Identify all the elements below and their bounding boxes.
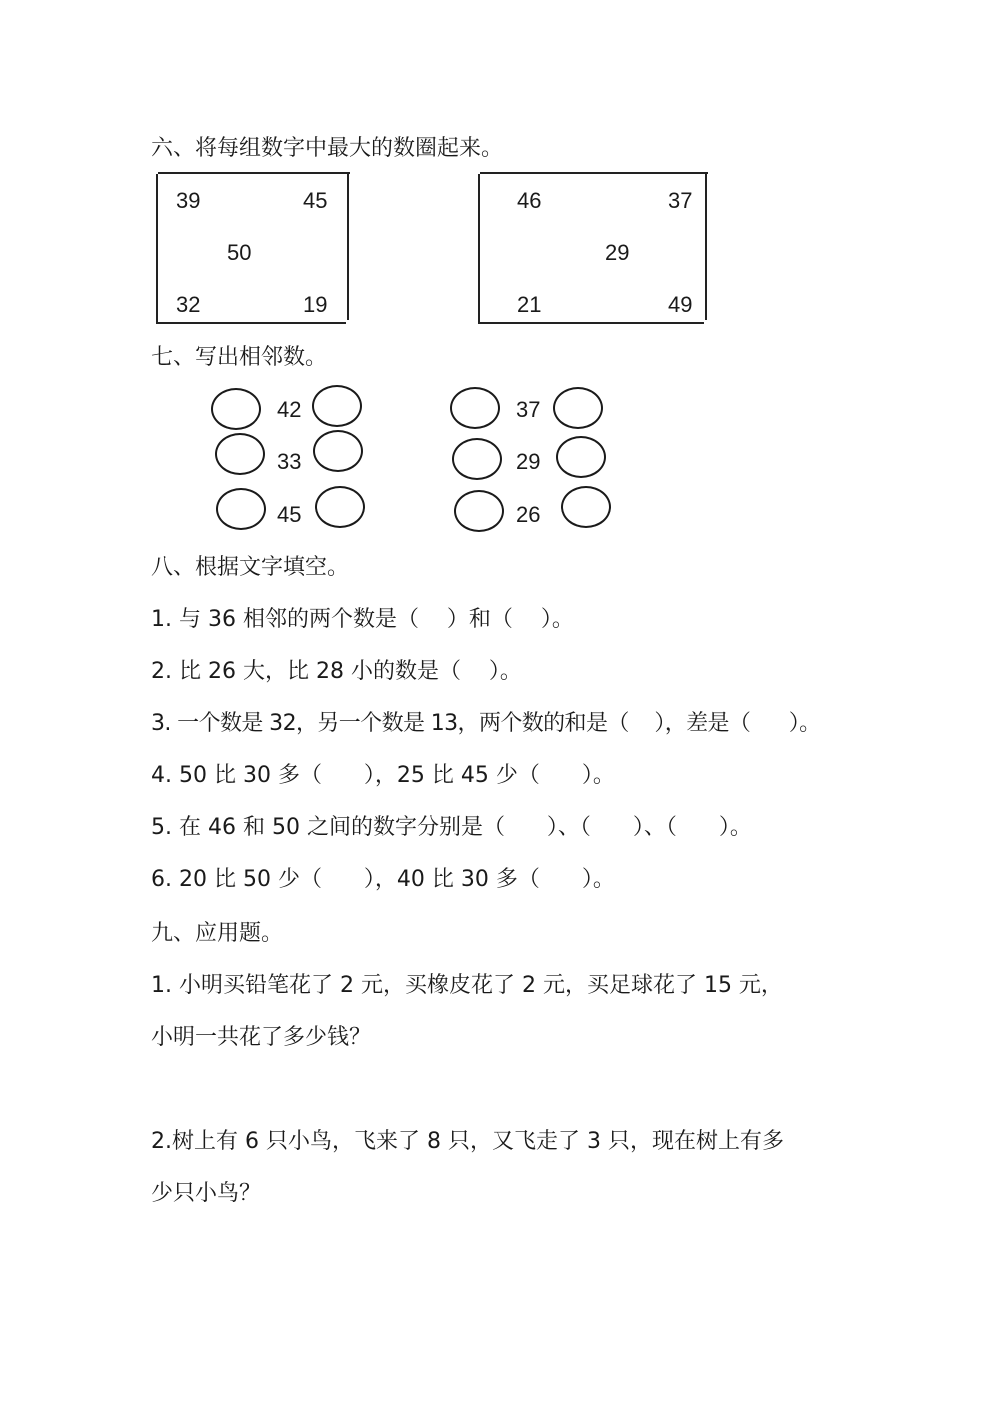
answer-oval[interactable]	[211, 388, 261, 430]
answer-oval[interactable]	[454, 490, 504, 532]
word-problem-1-line-1: 1. 小明买铅笔花了 2 元，买橡皮花了 2 元，买足球花了 15 元，	[151, 973, 783, 998]
group1-number-center[interactable]: 50	[227, 240, 252, 265]
section7-heading: 七、写出相邻数。	[151, 345, 328, 370]
number-group-box-2	[478, 172, 708, 324]
group1-number-top-left[interactable]: 39	[176, 188, 201, 213]
word-problem-1-line-2: 小明一共花了多少钱？	[151, 1025, 372, 1050]
section8-heading: 八、根据文字填空。	[151, 555, 350, 580]
word-problem-2-line-2: 少只小鸟？	[151, 1181, 262, 1206]
neighbor-number: 33	[277, 449, 302, 474]
group1-number-bottom-right[interactable]: 19	[303, 292, 328, 317]
group2-number-center[interactable]: 29	[605, 240, 630, 265]
neighbor-number: 29	[516, 449, 541, 474]
section9-heading: 九、应用题。	[151, 921, 284, 946]
group1-number-bottom-left[interactable]: 32	[176, 292, 201, 317]
group2-number-bottom-right[interactable]: 49	[668, 292, 693, 317]
neighbor-number: 45	[277, 502, 302, 527]
answer-oval[interactable]	[315, 486, 365, 528]
answer-oval[interactable]	[452, 438, 502, 480]
answer-oval[interactable]	[312, 385, 362, 427]
answer-oval[interactable]	[450, 387, 500, 429]
word-problem-2-line-1: 2.树上有 6 只小鸟，飞来了 8 只，又飞走了 3 只，现在树上有多	[151, 1129, 784, 1154]
answer-oval[interactable]	[215, 433, 265, 475]
neighbor-number: 26	[516, 502, 541, 527]
fill-blank-item-2[interactable]: 2. 比 26 大，比 28 小的数是（ ）。	[151, 659, 522, 684]
group1-number-top-right[interactable]: 45	[303, 188, 328, 213]
fill-blank-item-5[interactable]: 5. 在 46 和 50 之间的数字分别是（ ）、（ ）、（ ）。	[151, 815, 752, 840]
neighbor-number: 42	[277, 397, 302, 422]
neighbor-number: 37	[516, 397, 541, 422]
fill-blank-item-6[interactable]: 6. 20 比 50 少（ ），40 比 30 多（ ）。	[151, 867, 615, 892]
answer-oval[interactable]	[216, 488, 266, 530]
answer-oval[interactable]	[556, 436, 606, 478]
fill-blank-item-1[interactable]: 1. 与 36 相邻的两个数是（ ）和（ ）。	[151, 607, 574, 632]
number-group-box-1	[156, 172, 350, 324]
group2-number-top-right[interactable]: 37	[668, 188, 693, 213]
group2-number-top-left[interactable]: 46	[517, 188, 542, 213]
section6-heading: 六、将每组数字中最大的数圈起来。	[151, 136, 504, 161]
group2-number-bottom-left[interactable]: 21	[517, 292, 542, 317]
fill-blank-item-3[interactable]: 3. 一个数是 32，另一个数是 13，两个数的和是（ ），差是（ ）。	[151, 711, 821, 736]
answer-oval[interactable]	[561, 486, 611, 528]
answer-oval[interactable]	[553, 387, 603, 429]
fill-blank-item-4[interactable]: 4. 50 比 30 多（ ），25 比 45 少（ ）。	[151, 763, 615, 788]
answer-oval[interactable]	[313, 430, 363, 472]
